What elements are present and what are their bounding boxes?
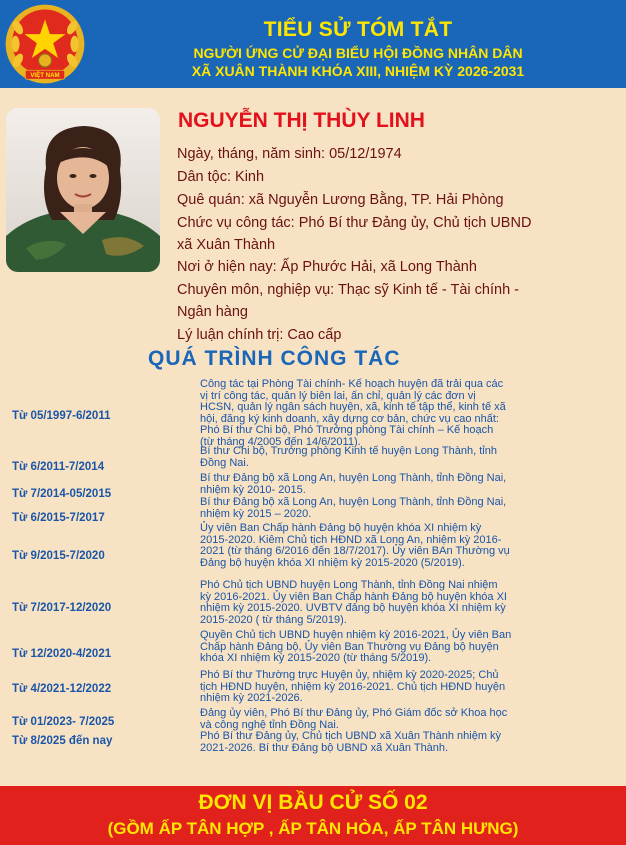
timeline-description xyxy=(200,580,620,626)
work-history-title: QUÁ TRÌNH CÔNG TÁC xyxy=(148,347,401,370)
timeline-description xyxy=(200,731,620,754)
timeline-description-line: Chấp hành Đảng bộ, Ủy viên Ban Thường vụ Đảng bộ huyện xyxy=(200,640,499,653)
timeline-description xyxy=(200,446,620,469)
timeline-description-line: Đồng Nai. xyxy=(200,456,249,469)
timeline-description-line: Ủy viên Ban Chấp hành Đảng bộ huyện khóa XI nhiệm kỳ xyxy=(200,522,482,534)
timeline-description-line: nhiệm kỳ 2021-2026. xyxy=(200,692,303,705)
info-residence: Nơi ở hiện nay: Ấp Phước Hải, xã Long Thành xyxy=(177,259,477,275)
timeline-description-line: Phó Chủ tịch UBND huyện Long Thành, tỉnh Đồng Nai nhiệm xyxy=(200,579,498,591)
footer-banner xyxy=(0,786,626,845)
timeline-description-line: và công nghệ tỉnh Đồng Nai. xyxy=(200,718,339,731)
info-ethnicity: Dân tộc: Kinh xyxy=(177,169,265,185)
timeline-description-line: Đảng bộ huyện khóa XI nhiệm kỳ 2015-2020 (5/2019). xyxy=(200,556,465,569)
poster-subtitle-1: NGƯỜI ỨNG CỬ ĐẠI BIỂU HỘI ĐỒNG NHÂN DÂN xyxy=(193,45,523,61)
timeline-period: Từ 6/2011-7/2014 xyxy=(12,461,105,473)
electoral-unit-title: ĐƠN VỊ BẦU CỬ SỐ 02 xyxy=(198,791,428,814)
info-position-line-1: Chức vụ công tác: Phó Bí thư Đảng ủy, Chủ tịch UBND xyxy=(177,215,532,231)
timeline-period: Từ 9/2015-7/2020 xyxy=(12,550,105,562)
info-hometown: Quê quán: xã Nguyễn Lương Bằng, TP. Hải Phòng xyxy=(177,192,504,208)
timeline-period: Từ 8/2025 đến nay xyxy=(12,735,113,747)
timeline-description-line: 2021-2026. Bí thư Đảng bộ UBND xã Xuân Thành. xyxy=(200,741,449,754)
timeline-description-line: 2015-2020. Kiêm Chủ tịch HĐND xã Long An, nhiệm kỳ 2016- xyxy=(200,533,502,546)
poster-title: TIỂU SỬ TÓM TẮT xyxy=(263,18,453,41)
info-date-of-birth: Ngày, tháng, năm sinh: 05/12/1974 xyxy=(177,146,402,162)
timeline-period: Từ 6/2015-7/2017 xyxy=(12,512,105,524)
timeline-period: Từ 12/2020-4/2021 xyxy=(12,648,112,660)
timeline-description-line: HCSN, quản lý ngân sách huyện, xã, kinh tế tập thể, kinh tế xã xyxy=(200,401,506,414)
timeline-description xyxy=(200,670,620,705)
timeline-period: Từ 7/2017-12/2020 xyxy=(12,602,112,614)
timeline-period: Từ 7/2014-05/2015 xyxy=(12,488,112,500)
timeline-description-line: kỳ 2016-2021. Ủy viên Ban Chấp hành Đảng bộ huyện khóa XI xyxy=(200,590,507,603)
timeline-description xyxy=(200,497,620,520)
timeline-description-line: Phó Bí thư Đảng ủy, Chủ tịch UBND xã Xuân Thành nhiệm kỳ xyxy=(200,730,502,742)
timeline-description-line: Quyền Chủ tịch UBND huyện nhiệm kỳ 2016-2021, Ủy viên Ban xyxy=(200,629,512,641)
emblem-label: VIỆT NAM xyxy=(30,72,60,80)
info-political-theory: Lý luận chính trị: Cao cấp xyxy=(177,327,342,343)
timeline-description-line: 2021 (từ tháng 6/2016 đến 18/7/2017). Ủy viên BAn Thường vụ xyxy=(200,545,510,558)
timeline-period: Từ 05/1997-6/2011 xyxy=(12,410,111,422)
timeline-description-line: nhiệm kỳ 2015-2020. UVBTV đảng bộ huyện khóa XI nhiệm kỳ xyxy=(200,602,506,615)
timeline-description-line: khóa XI nhiệm kỳ 2015-2020 (từ tháng 5/2019). xyxy=(200,652,432,665)
timeline-description-line: vị trí công tác, quản lý biên lai, ấn chỉ, quản lý các đơn vị xyxy=(200,389,476,402)
timeline-period: Từ 01/2023- 7/2025 xyxy=(12,716,115,728)
timeline-description xyxy=(200,630,620,665)
timeline-description xyxy=(200,473,620,496)
timeline-description-line: 2015-2020 ( từ tháng 5/2019). xyxy=(200,613,347,626)
timeline-description-line: hội, đăng ký kinh doanh, xây dựng cơ bản, chức vụ cao nhất: xyxy=(200,412,499,425)
timeline-description-line: nhiệm kỳ 2010- 2015. xyxy=(200,483,306,496)
timeline-description-line: Bí thư Đảng bộ xã Long An, huyện Long Thành, tỉnh Đồng Nai, xyxy=(200,472,507,484)
timeline-description-line: (từ tháng 4/2005 đến 14/6/2011). xyxy=(200,435,361,448)
candidate-name: NGUYỄN THỊ THÙY LINH xyxy=(178,109,425,132)
timeline-description-line: Phó Bí thư Chi bộ, Phó Trưởng phòng Tài chính – Kế hoạch xyxy=(200,424,494,437)
timeline-description-line: Đảng ủy viên, Phó Bí thư Đảng ủy, Phó Giám đốc sở Khoa học xyxy=(200,707,508,719)
electoral-unit-areas: (GỒM ẤP TÂN HỢP , ẤP TÂN HÒA, ẤP TÂN HƯNG) xyxy=(107,819,519,838)
timeline-description-line: Bí thư Chi bộ, Trưởng phòng Kinh tế huyện Long Thành, tỉnh xyxy=(200,445,497,457)
timeline-period: Từ 4/2021-12/2022 xyxy=(12,683,112,695)
timeline-description-line: Bí thư Đảng bộ xã Long An, huyện Long Thành, tỉnh Đồng Nai, xyxy=(200,496,507,508)
info-specialty-line-2: Ngân hàng xyxy=(177,304,248,320)
timeline-description-line: tịch HĐND huyện, nhiệm kỳ 2016-2021. Chủ tịch HĐND huyện xyxy=(200,680,506,693)
info-specialty-line-1: Chuyên môn, nghiệp vụ: Thạc sỹ Kinh tế - Tài chính - xyxy=(177,282,520,298)
poster-subtitle-2: XÃ XUÂN THÀNH KHÓA XIII, NHIỆM KỲ 2026-2031 xyxy=(191,63,525,79)
timeline-description xyxy=(200,708,620,731)
timeline-description-line: Công tác tại Phòng Tài chính- Kế hoạch huyện đã trải qua các xyxy=(200,378,504,390)
timeline-description-line: Phó Bí thư Thường trực Huyện ủy, nhiệm kỳ 2020-2025; Chủ xyxy=(200,669,499,681)
timeline-description-line: nhiệm kỳ 2015 – 2020. xyxy=(200,507,312,520)
info-position-line-2: xã Xuân Thành xyxy=(177,237,276,253)
timeline-description xyxy=(200,379,620,449)
timeline-description xyxy=(200,523,620,569)
